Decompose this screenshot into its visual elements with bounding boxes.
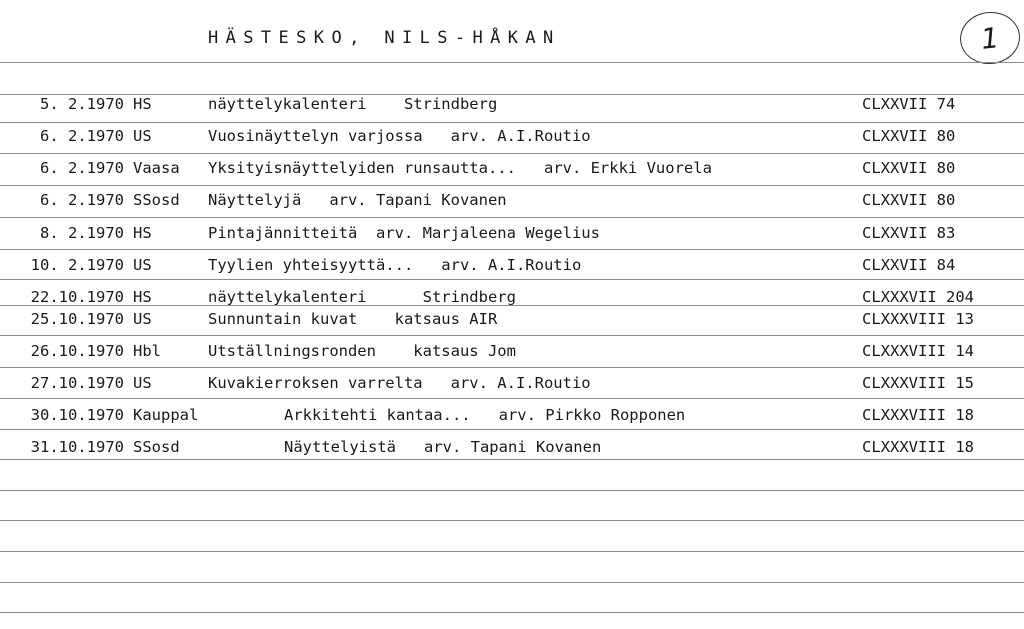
entry-date: 31.10.1970 — [30, 438, 124, 456]
entry-date: 10. 2.1970 — [30, 256, 124, 274]
entry-date: 8. 2.1970 — [40, 224, 124, 242]
entry-source: US — [133, 374, 152, 392]
entry-reference: CLXXXVII 204 — [862, 288, 974, 306]
entry-row — [0, 432, 1024, 462]
entry-date: 6. 2.1970 — [40, 191, 124, 209]
entry-text: näyttelykalenteri Strindberg — [208, 95, 498, 113]
ruled-line — [0, 62, 1024, 63]
entry-date: 5. 2.1970 — [40, 95, 124, 113]
entry-reference: CLXXXVIII 13 — [862, 310, 974, 328]
entry-date: 26.10.1970 — [30, 342, 124, 360]
entry-date: 6. 2.1970 — [40, 159, 124, 177]
entry-source: US — [133, 127, 152, 145]
entry-text: Vuosinäyttelyn varjossa arv. A.I.Routio — [208, 127, 591, 145]
ruled-line — [0, 490, 1024, 491]
entry-reference: CLXXVII 74 — [862, 95, 956, 113]
entry-reference: CLXXXVIII 18 — [862, 406, 974, 424]
entry-source: HS — [133, 224, 152, 242]
entry-source: HS — [133, 288, 152, 306]
entry-text: Näyttelyjä arv. Tapani Kovanen — [208, 191, 507, 209]
entry-reference: CLXXVII 80 — [862, 159, 956, 177]
card-title: HÄSTESKO, NILS-HÅKAN — [208, 28, 561, 48]
entry-row — [0, 368, 1024, 398]
entry-row — [0, 121, 1024, 151]
entry-text: Tyylien yhteisyyttä... arv. A.I.Routio — [208, 256, 582, 274]
entry-reference: CLXXVII 80 — [862, 191, 956, 209]
entry-row — [0, 185, 1024, 215]
entry-source: HS — [133, 95, 152, 113]
entry-source: US — [133, 256, 152, 274]
entry-date: 6. 2.1970 — [40, 127, 124, 145]
entry-row — [0, 250, 1024, 280]
entry-date: 27.10.1970 — [30, 374, 124, 392]
ruled-line — [0, 582, 1024, 583]
ruled-line — [0, 520, 1024, 521]
entry-reference: CLXXXVIII 14 — [862, 342, 974, 360]
entry-text: Kuvakierroksen varrelta arv. A.I.Routio — [208, 374, 591, 392]
entry-row — [0, 89, 1024, 119]
entry-reference: CLXXXVIII 18 — [862, 438, 974, 456]
entry-text: Sunnuntain kuvat katsaus AIR — [208, 310, 498, 328]
entry-reference: CLXXVII 80 — [862, 127, 956, 145]
entry-text: näyttelykalenteri Strindberg — [208, 288, 516, 306]
entry-row — [0, 304, 1024, 334]
entry-reference: CLXXXVIII 15 — [862, 374, 974, 392]
entry-source: Vaasa — [133, 159, 180, 177]
entry-reference: CLXXVII 83 — [862, 224, 956, 242]
entry-source: US — [133, 310, 152, 328]
entry-source: SSosd — [133, 191, 180, 209]
ruled-line — [0, 612, 1024, 613]
card-number-circle: 1 — [957, 9, 1022, 67]
entry-row — [0, 153, 1024, 183]
entry-source: SSosd — [133, 438, 180, 456]
entry-date: 22.10.1970 — [30, 288, 124, 306]
ruled-line — [0, 398, 1024, 399]
entry-text: Yksityisnäyttelyiden runsautta... arv. Erkki Vuorela — [208, 159, 712, 177]
entry-date: 25.10.1970 — [30, 310, 124, 328]
entry-row — [0, 400, 1024, 430]
entry-text: Näyttelyistä arv. Tapani Kovanen — [284, 438, 602, 456]
entry-text: Pintajännitteitä arv. Marjaleena Wegelius — [208, 224, 600, 242]
entry-row — [0, 218, 1024, 248]
entry-row — [0, 336, 1024, 366]
entry-date: 30.10.1970 — [30, 406, 124, 424]
entry-source: Kauppal — [133, 406, 199, 424]
ruled-line — [0, 551, 1024, 552]
entry-source: Hbl — [133, 342, 161, 360]
entry-reference: CLXXVII 84 — [862, 256, 956, 274]
entry-text: Arkkitehti kantaa... arv. Pirkko Ropponen — [284, 406, 686, 424]
entry-text: Utställningsronden katsaus Jom — [208, 342, 516, 360]
